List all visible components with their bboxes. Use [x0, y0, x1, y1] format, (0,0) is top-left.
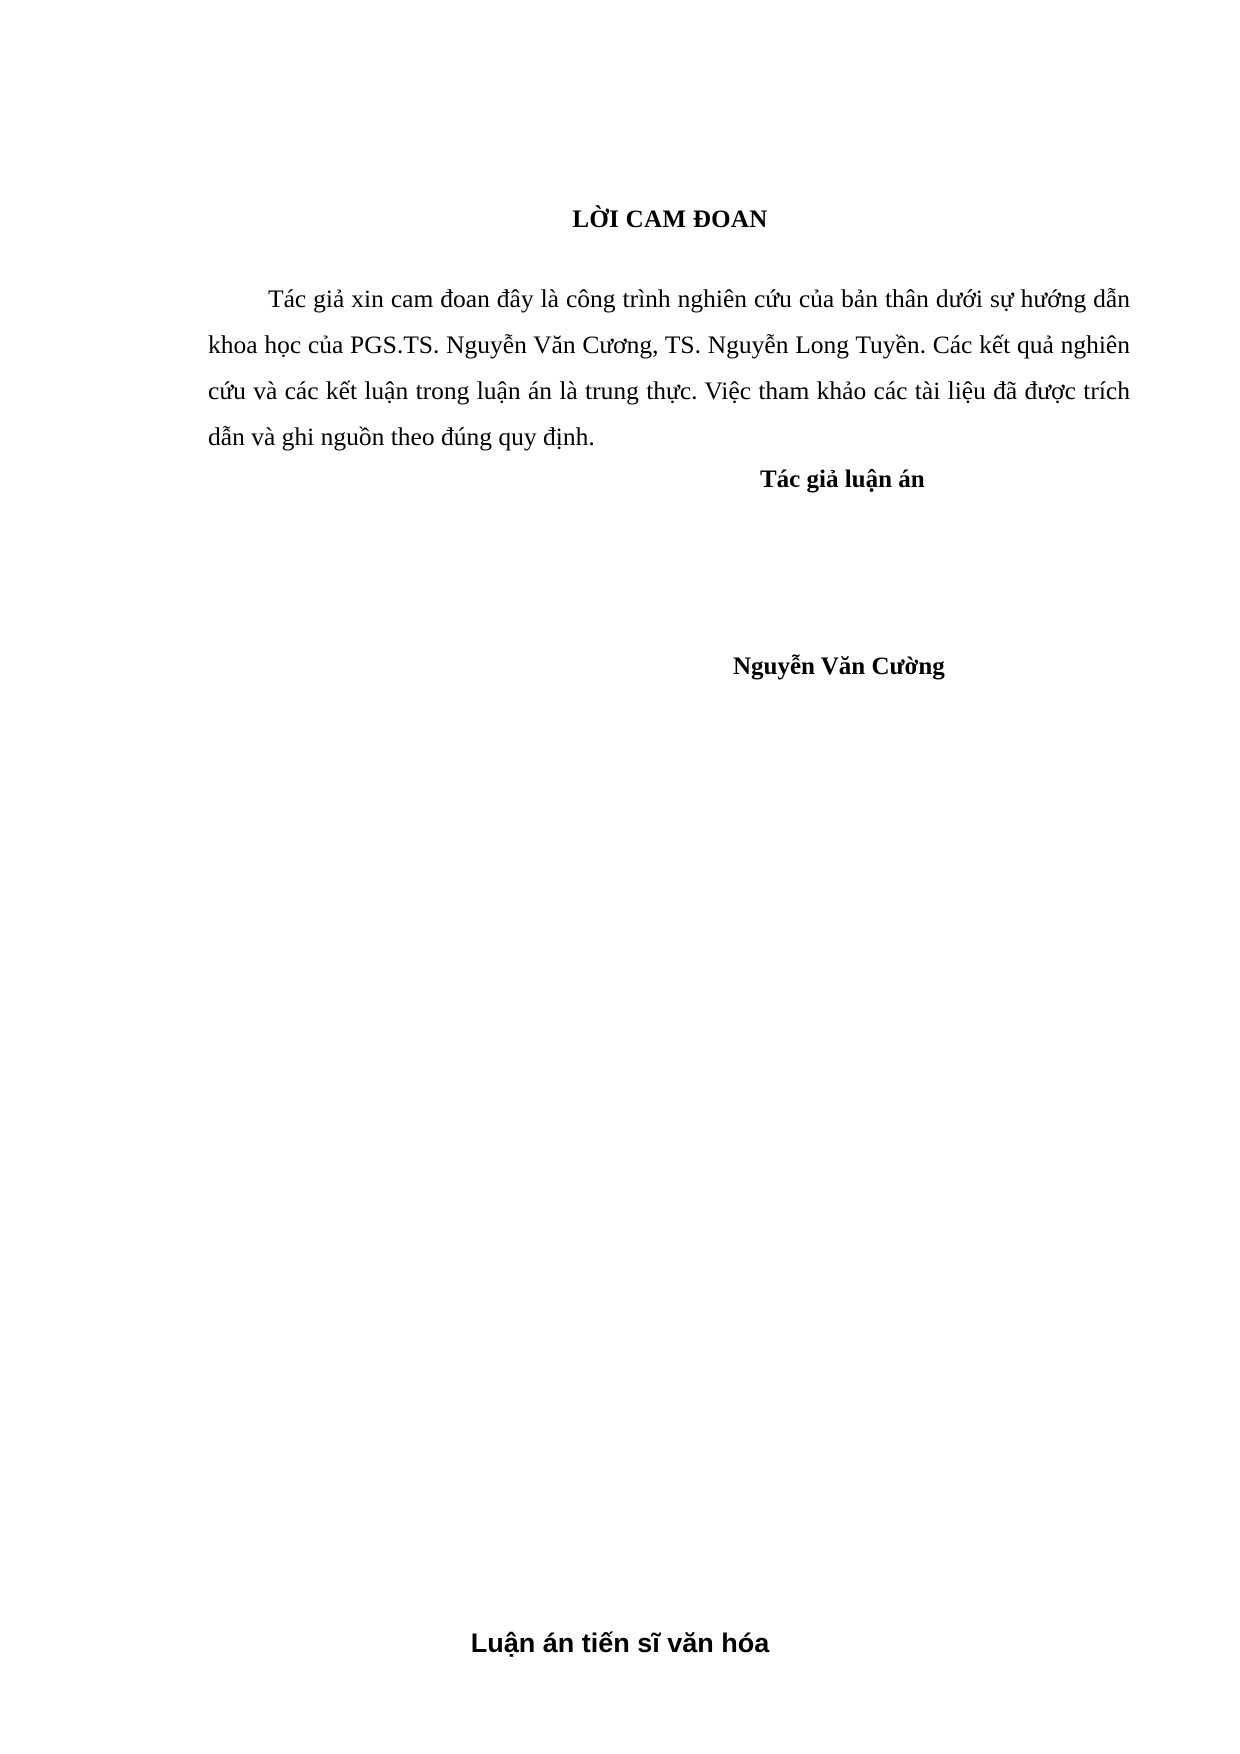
page-footer: Luận án tiến sĩ văn hóa	[470, 1628, 770, 1658]
page-title: LỜI CAM ĐOAN	[572, 206, 768, 233]
declaration-paragraph: Tác giả xin cam đoan đây là công trình nghiên cứu của bản thân dưới sự hướng dẫn khoa học của PGS.TS. Nguyễn Văn Cương, TS. Nguyễn Long Tuyền. Các kết quả nghiên cứu và các kết luận trong luận án là trung thực. Việc tham khảo các tài liệu đã được trích dẫn và ghi nguồn theo đúng quy định.	[208, 284, 1130, 451]
author-caption: Tác giả luận án	[760, 466, 925, 493]
author-name: Nguyễn Văn Cường	[733, 653, 945, 680]
